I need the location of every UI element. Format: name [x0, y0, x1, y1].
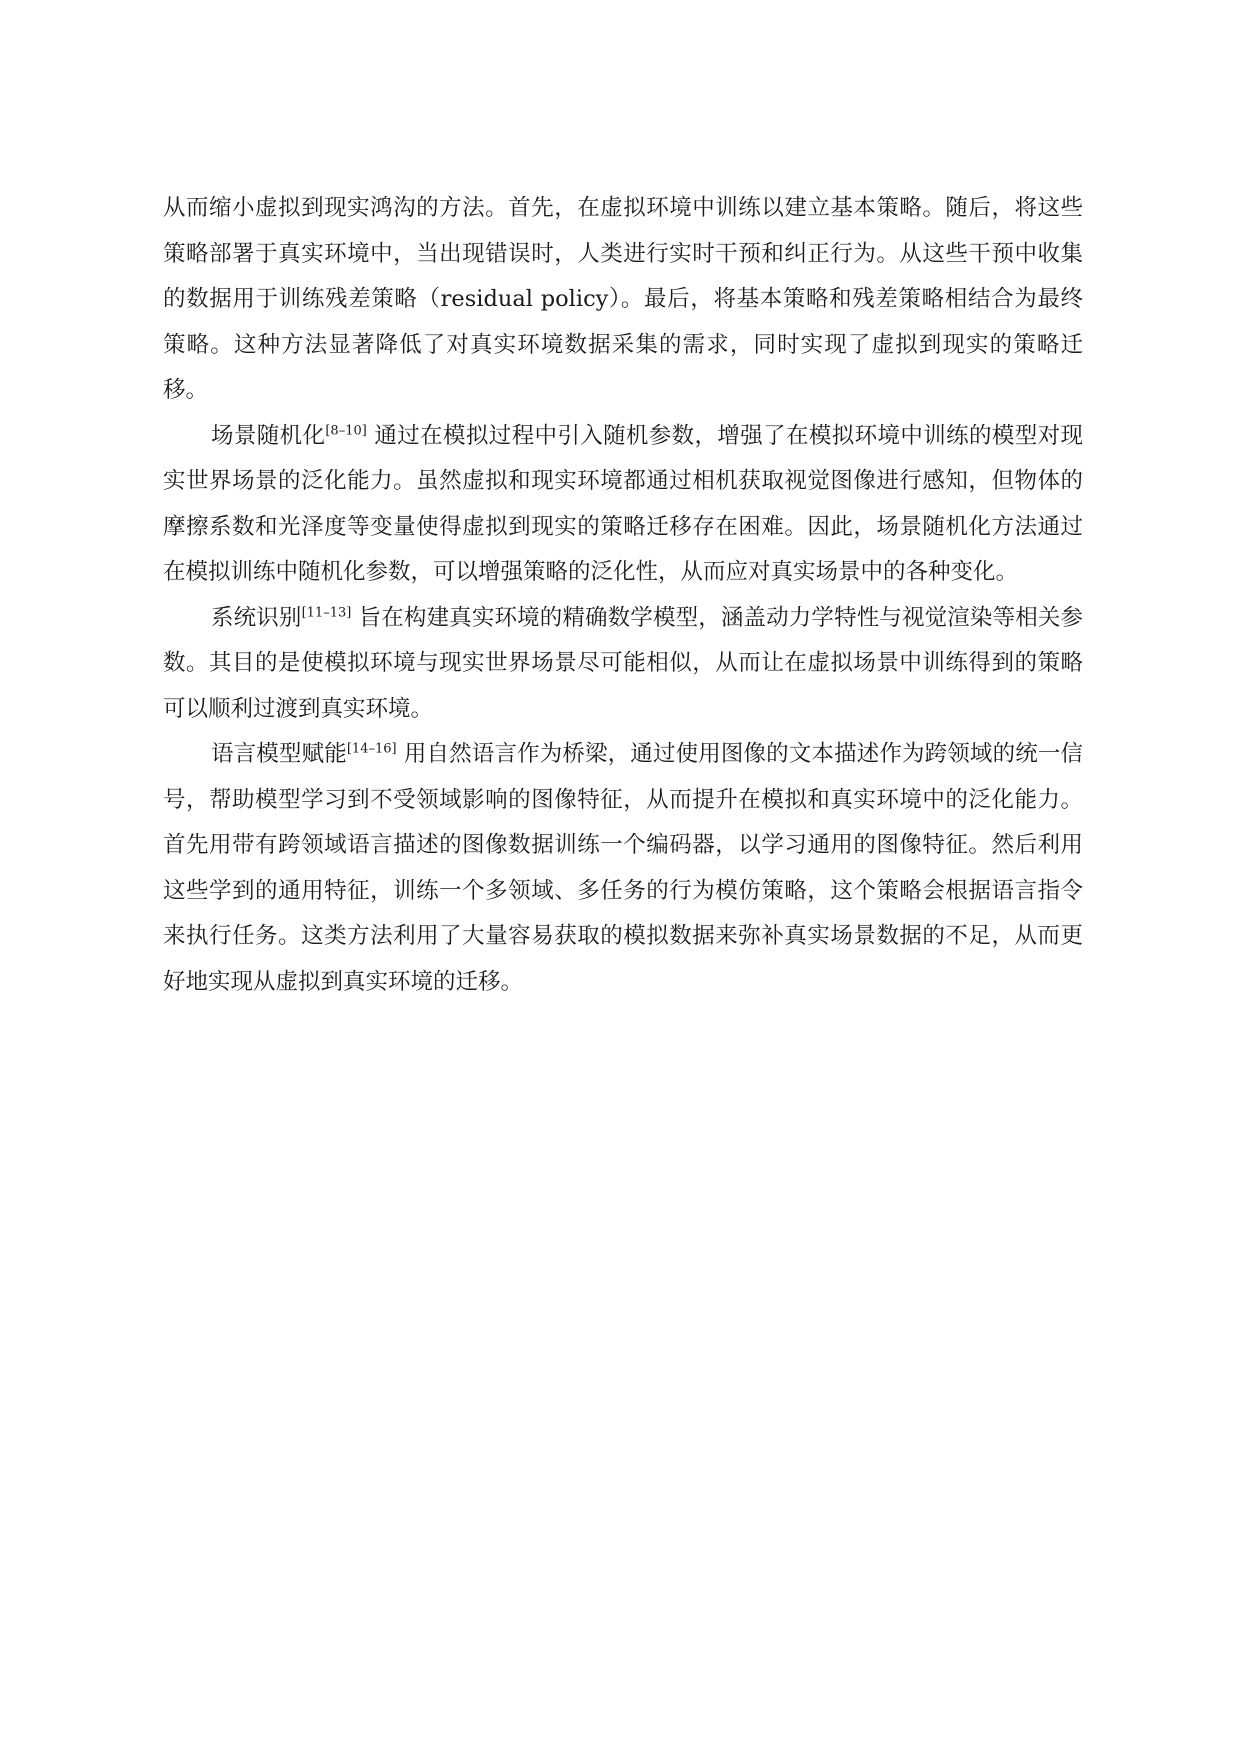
- paragraph-lead-term: 语言模型赋能: [211, 741, 347, 767]
- paragraph-system-identification: [163, 596, 1083, 733]
- paragraph-lead-term: 场景随机化: [211, 422, 326, 449]
- citation-reference: [8–10]: [325, 423, 367, 438]
- paragraph-language-model-empowerment: [163, 732, 1083, 1005]
- citation-reference: [14–16]: [346, 741, 397, 757]
- paragraph-text: 通过在模拟过程中引入随机参数，增强了在模拟环境中训练的模型对现实世界场景的泛化能力。虽然虚拟和现实环境都通过相机获取视觉图像进行感知，但物体的摩擦系数和光泽度等变量使得虚拟到现实的策略迁移存在困难。因此，场景随机化方法通过在模拟训练中随机化参数，可以增强策略的泛化性，从而应对真实场景中的各种变化。: [163, 422, 1083, 585]
- citation-reference: [11–13]: [301, 605, 352, 620]
- paragraph-sim-to-real-residual: [163, 186, 1083, 414]
- paragraph-scene-randomization: [163, 414, 1083, 596]
- paragraph-text: 旨在构建真实环境的精确数学模型，涵盖动力学特性与视觉渲染等相关参数。其目的是使模拟环境与现实世界场景尽可能相似，从而让在虚拟场景中训练得到的策略可以顺利过渡到真实环境。: [163, 604, 1083, 722]
- paragraph-lead-term: 系统识别: [211, 604, 302, 631]
- body-text: [163, 186, 1083, 1005]
- paragraph-text: 用自然语言作为桥梁，通过使用图像的文本描述作为跨领域的统一信号，帮助模型学习到不受领域影响的图像特征，从而提升在模拟和真实环境中的泛化能力。首先用带有跨领域语言描述的图像数据训练一个编码器，以学习通用的图像特征。然后利用这些学到的通用特征，训练一个多领域、多任务的行为模仿策略，这个策略会根据语言指令来执行任务。这类方法利用了大量容易获取的模拟数据来弥补真实场景数据的不足，从而更好地实现从虚拟到真实环境的迁移。: [163, 741, 1083, 995]
- paragraph-text: 从而缩小虚拟到现实鸿沟的方法。首先，在虚拟环境中训练以建立基本策略。随后，将这些策略部署于真实环境中，当出现错误时，人类进行实时干预和纠正行为。从这些干预中收集的数据用于训练残差策略（residual policy）。最后，将基本策略和残差策略相结合为最终策略。这种方法显著降低了对真实环境数据采集的需求，同时实现了虚拟到现实的策略迁移。: [163, 195, 1083, 403]
